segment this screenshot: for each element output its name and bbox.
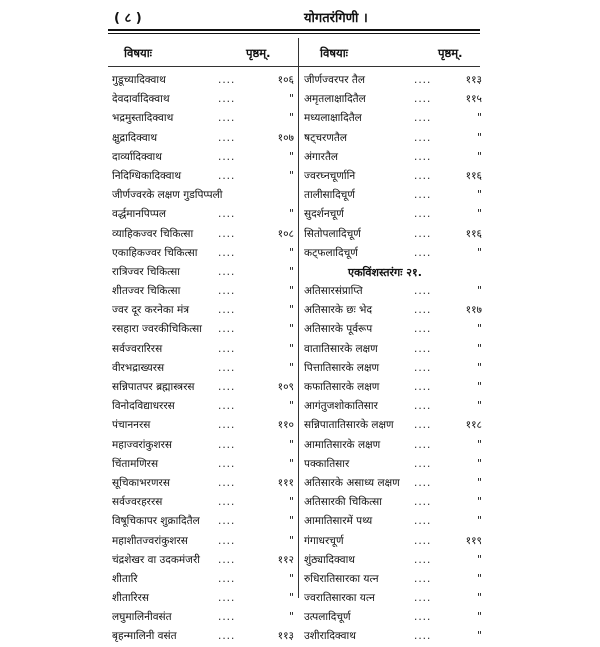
entry-label: सन्निपातातिसारके लक्षण <box>304 419 394 432</box>
entry-label: रात्रिज्वर चिकित्सा <box>112 265 180 278</box>
index-entry <box>304 378 482 397</box>
entry-label: वीरभद्राख्यरस <box>112 361 165 374</box>
index-entry <box>304 282 482 301</box>
right-page-heading: पृष्ठम्. <box>438 46 463 60</box>
entry-page-number: ११९ <box>465 534 482 547</box>
entry-label: अतिसारके छः भेद <box>304 304 373 317</box>
entry-page-number: " <box>289 438 294 451</box>
index-entry <box>112 397 298 416</box>
entry-page-number: " <box>289 592 294 605</box>
index-entry <box>112 244 298 263</box>
index-entry <box>304 359 482 378</box>
entry-label: शीतज्वर चिकित्सा <box>112 285 181 298</box>
entry-page-number: " <box>477 208 482 221</box>
index-entry <box>304 570 482 589</box>
dot-leader: .... <box>218 611 236 624</box>
index-entry <box>304 129 482 148</box>
dot-leader: .... <box>218 400 236 413</box>
dot-leader: .... <box>414 611 432 624</box>
entry-page-number: १०९ <box>277 381 294 393</box>
dot-leader: .... <box>218 74 236 86</box>
right-subject-heading: विषयाः <box>320 46 348 60</box>
dot-leader: .... <box>414 74 432 86</box>
header-rule-thin <box>108 33 480 34</box>
entry-page-number: " <box>289 611 294 624</box>
dot-leader: .... <box>218 342 236 355</box>
dot-leader: .... <box>218 381 236 393</box>
dot-leader: .... <box>414 285 432 298</box>
dot-leader: .... <box>218 323 236 336</box>
index-entry <box>112 167 298 186</box>
entry-page-number: " <box>477 361 482 374</box>
dot-leader: .... <box>218 534 236 547</box>
dot-leader: .... <box>218 592 236 605</box>
dot-leader: .... <box>218 572 236 585</box>
index-entry <box>304 416 482 435</box>
entry-page-number: " <box>289 515 294 528</box>
entry-page-number: ११७ <box>465 304 482 317</box>
index-entry <box>112 493 298 512</box>
dot-leader: .... <box>414 227 432 240</box>
dot-leader: .... <box>414 381 432 393</box>
index-entry <box>112 474 298 493</box>
entry-page-number: ११२ <box>277 553 294 566</box>
dot-leader: .... <box>218 227 236 240</box>
index-entry <box>304 455 482 474</box>
entry-page-number: " <box>477 189 482 202</box>
entry-page-number: " <box>289 400 294 413</box>
dot-leader: .... <box>414 131 432 144</box>
dot-leader: .... <box>414 150 432 163</box>
entry-page-number: " <box>477 131 482 144</box>
entry-label: विषूचिकापर शुक्रादितैल <box>112 515 200 528</box>
dot-leader: .... <box>414 457 432 470</box>
dot-leader: .... <box>218 93 236 106</box>
index-entry <box>304 205 482 224</box>
entry-page-number: " <box>289 496 294 509</box>
column-heading-rule <box>108 66 480 67</box>
index-entry <box>112 71 298 90</box>
entry-label: पंचाननरस <box>112 419 151 432</box>
entry-label: अतिसारसंप्राप्ति <box>304 285 363 298</box>
dot-leader: .... <box>218 169 236 182</box>
page-header <box>108 8 478 30</box>
index-entry <box>112 340 298 359</box>
index-entry <box>304 627 482 646</box>
right-index-column <box>304 71 482 647</box>
entry-page-number: " <box>289 208 294 221</box>
index-entry <box>112 301 298 320</box>
entry-label: बृहन्मालिनी वसंत <box>112 630 177 643</box>
entry-page-number: १११ <box>277 476 294 489</box>
section-heading <box>304 263 482 282</box>
entry-label: पित्तातिसारके लक्षण <box>304 361 380 374</box>
entry-page-number: " <box>289 150 294 163</box>
index-entry <box>112 416 298 435</box>
dot-leader: .... <box>414 476 432 489</box>
index-entry <box>112 282 298 301</box>
dot-leader: .... <box>414 361 432 374</box>
entry-page-number: " <box>477 496 482 509</box>
index-entry <box>112 532 298 551</box>
entry-page-number: " <box>289 342 294 355</box>
index-entry <box>304 512 482 531</box>
index-entry <box>112 90 298 109</box>
dot-leader: .... <box>218 457 236 470</box>
entry-label: सन्निपातपर ब्रह्मास्त्ररस <box>112 381 195 393</box>
index-entry <box>112 627 298 646</box>
entry-label: आगंतुजशोकातिसार <box>304 400 378 413</box>
entry-label: शीतारि <box>112 572 138 585</box>
entry-label: कट्फलादिचूर्ण <box>304 246 358 259</box>
entry-page-number: " <box>289 246 294 259</box>
dot-leader: .... <box>414 534 432 547</box>
left-page-heading: पृष्ठम्. <box>246 46 271 60</box>
entry-page-number: " <box>289 93 294 106</box>
index-entry <box>304 71 482 90</box>
entry-page-number: " <box>289 457 294 470</box>
dot-leader: .... <box>414 438 432 451</box>
entry-label: गुडूच्यादिक्वाथ <box>112 74 166 86</box>
entry-page-number: १०६ <box>277 74 294 86</box>
index-entry <box>304 532 482 551</box>
entry-label: आमातिसारमें पथ्य <box>304 515 373 528</box>
entry-page-number: ११३ <box>465 74 482 86</box>
dot-leader: .... <box>414 630 432 643</box>
entry-label: देवदार्वादिक्वाथ <box>112 93 170 106</box>
dot-leader: .... <box>414 553 432 566</box>
dot-leader: .... <box>414 246 432 259</box>
index-entry <box>112 205 298 224</box>
index-entry <box>112 263 298 282</box>
dot-leader: .... <box>414 496 432 509</box>
dot-leader: .... <box>414 208 432 221</box>
dot-leader: .... <box>218 361 236 374</box>
entry-label: दार्व्यादिक्वाथ <box>112 150 162 163</box>
dot-leader: .... <box>218 553 236 566</box>
entry-label: विनोदविद्याधररस <box>112 400 175 413</box>
index-entry <box>304 186 482 205</box>
entry-label: ज्वरातिसारका यत्न <box>304 592 375 605</box>
entry-label: शुंठ्यादिक्वाथ <box>304 553 355 566</box>
index-entry <box>112 608 298 627</box>
dot-leader: .... <box>218 150 236 163</box>
dot-leader: .... <box>414 169 432 182</box>
index-entry <box>112 359 298 378</box>
index-entry <box>304 589 482 608</box>
entry-page-number: " <box>477 553 482 566</box>
entry-label: एकाहिकज्वर चिकित्सा <box>112 246 198 259</box>
entry-page-number: ११६ <box>465 227 482 240</box>
entry-label: महाशीतज्वरांकुशरस <box>112 534 188 547</box>
entry-page-number: ११३ <box>277 630 294 643</box>
entry-label: सर्वज्वरहररस <box>112 496 163 509</box>
entry-page-number: " <box>289 285 294 298</box>
entry-page-number: १०८ <box>277 227 294 240</box>
entry-label: शीतारिरस <box>112 592 149 605</box>
entry-page-number: " <box>289 112 294 125</box>
index-entry <box>112 129 298 148</box>
entry-page-number: " <box>477 342 482 355</box>
entry-page-number: " <box>289 304 294 317</box>
entry-label: आमातिसारके लक्षण <box>304 438 381 451</box>
index-entry <box>112 148 298 167</box>
entry-label: सुदर्शनचूर्ण <box>304 208 344 221</box>
entry-page-number: " <box>477 438 482 451</box>
entry-label: अतिसारके पूर्वरूप <box>304 323 373 336</box>
entry-page-number: " <box>477 285 482 298</box>
index-entry <box>304 148 482 167</box>
index-entry <box>304 474 482 493</box>
entry-page-number: ११५ <box>465 93 482 106</box>
entry-page-number: " <box>477 457 482 470</box>
dot-leader: .... <box>414 419 432 432</box>
entry-page-number: " <box>477 572 482 585</box>
index-entry <box>304 167 482 186</box>
index-entry <box>304 397 482 416</box>
dot-leader: .... <box>218 419 236 432</box>
index-entry <box>112 320 298 339</box>
dot-leader: .... <box>414 342 432 355</box>
index-entry <box>304 90 482 109</box>
entry-label: षट्चरणतैल <box>304 131 348 144</box>
entry-label: कफातिसारके लक्षण <box>304 381 380 393</box>
entry-label: मध्यलाक्षादितैल <box>304 112 362 125</box>
index-entry <box>112 378 298 397</box>
index-entry <box>112 589 298 608</box>
index-entry <box>304 109 482 128</box>
dot-leader: .... <box>218 304 236 317</box>
dot-leader: .... <box>218 630 236 643</box>
index-entry <box>304 608 482 627</box>
entry-page-number: " <box>289 169 294 182</box>
index-entry <box>112 570 298 589</box>
entry-label: लघुमालिनीवसंत <box>112 611 172 624</box>
dot-leader: .... <box>414 93 432 106</box>
entry-label: चंद्रशेखर वा उदकमंजरी <box>112 553 200 566</box>
index-entry <box>304 225 482 244</box>
page-number: ( ८ ) <box>114 11 142 26</box>
entry-label: वातातिसारके लक्षण <box>304 342 378 355</box>
entry-page-number: " <box>289 265 294 278</box>
index-entry <box>112 109 298 128</box>
index-entry <box>112 436 298 455</box>
dot-leader: .... <box>218 265 236 278</box>
index-entry <box>112 512 298 531</box>
entry-page-number: " <box>289 361 294 374</box>
dot-leader: .... <box>218 246 236 259</box>
index-entry <box>112 186 298 205</box>
entry-label: अंगारतैल <box>304 150 339 163</box>
left-index-column <box>112 71 298 647</box>
entry-page-number: " <box>477 381 482 393</box>
index-entry <box>304 244 482 263</box>
index-entry <box>304 301 482 320</box>
dot-leader: .... <box>414 592 432 605</box>
entry-page-number: " <box>477 592 482 605</box>
entry-label: जीर्णज्वरके लक्षण गुडपिप्पली <box>112 189 223 202</box>
entry-label: एकविंशस्तरंगः २१. <box>348 265 422 279</box>
entry-page-number: " <box>477 630 482 643</box>
entry-page-number: " <box>477 150 482 163</box>
index-entry <box>304 493 482 512</box>
entry-page-number: " <box>477 246 482 259</box>
entry-label: गंगाधरचूर्ण <box>304 534 344 547</box>
entry-page-number: " <box>477 476 482 489</box>
entry-page-number: " <box>289 534 294 547</box>
entry-label: जीर्णज्वरपर तैल <box>304 74 365 86</box>
entry-label: रसहारा ज्वरकीचिकित्सा <box>112 323 202 336</box>
dot-leader: .... <box>414 323 432 336</box>
entry-label: व्याहिकज्वर चिकित्सा <box>112 227 194 240</box>
dot-leader: .... <box>414 400 432 413</box>
entry-label: तालीसादिचूर्ण <box>304 189 355 202</box>
index-entry <box>304 340 482 359</box>
index-entry <box>112 225 298 244</box>
dot-leader: .... <box>218 131 236 144</box>
dot-leader: .... <box>218 438 236 451</box>
index-entry <box>304 551 482 570</box>
entry-label: वर्द्धमानपिप्पल <box>112 208 167 221</box>
entry-label: पक्कातिसार <box>304 457 350 470</box>
index-entry <box>112 551 298 570</box>
dot-leader: .... <box>218 496 236 509</box>
entry-label: अतिसारकी चिकित्सा <box>304 496 382 509</box>
column-separator <box>298 38 299 598</box>
running-title: योगतरंगिणी । <box>304 11 368 26</box>
entry-page-number: " <box>477 400 482 413</box>
entry-label: उत्पलादिचूर्ण <box>304 611 351 624</box>
index-entry <box>304 436 482 455</box>
entry-label: सितोपलादिचूर्ण <box>304 227 361 240</box>
entry-label: महाज्वरांकुशरस <box>112 438 173 451</box>
entry-label: रुधिरातिसारका यत्न <box>304 572 379 585</box>
entry-label: अतिसारके असाध्य लक्षण <box>304 476 400 489</box>
dot-leader: .... <box>414 304 432 317</box>
left-subject-heading: विषयाः <box>124 46 152 60</box>
entry-label: सर्वज्वरारिरस <box>112 342 163 355</box>
dot-leader: .... <box>218 285 236 298</box>
dot-leader: .... <box>414 572 432 585</box>
dot-leader: .... <box>414 189 432 202</box>
entry-page-number: " <box>477 112 482 125</box>
index-entry <box>112 455 298 474</box>
dot-leader: .... <box>414 515 432 528</box>
entry-label: निदिग्धिकादिक्वाथ <box>112 169 182 182</box>
entry-page-number: " <box>477 323 482 336</box>
header-rule-thick <box>108 29 480 31</box>
entry-label: अमृतलाक्षादितैल <box>304 93 366 106</box>
entry-label: ज्वर दूर करनेका मंत्र <box>112 304 190 317</box>
entry-page-number: " <box>289 572 294 585</box>
entry-page-number: " <box>477 515 482 528</box>
dot-leader: .... <box>414 112 432 125</box>
entry-page-number: " <box>289 323 294 336</box>
entry-label: चिंतामणिरस <box>112 457 159 470</box>
entry-page-number: १०७ <box>277 131 294 144</box>
entry-page-number: ११८ <box>465 419 482 432</box>
entry-page-number: " <box>477 611 482 624</box>
dot-leader: .... <box>218 515 236 528</box>
entry-label: ज्वरघ्नचूर्णानि <box>304 169 356 182</box>
entry-page-number: ११६ <box>465 169 482 182</box>
entry-label: सूचिकाभरणरस <box>112 476 170 489</box>
dot-leader: .... <box>218 476 236 489</box>
dot-leader: .... <box>218 208 236 221</box>
entry-label: क्षुद्रादिक्वाथ <box>112 131 158 144</box>
index-entry <box>304 320 482 339</box>
dot-leader: .... <box>218 112 236 125</box>
entry-label: भद्रमुस्तादिक्वाथ <box>112 112 174 125</box>
entry-page-number: ११० <box>277 419 294 432</box>
entry-label: उशीरादिक्वाथ <box>304 630 356 643</box>
